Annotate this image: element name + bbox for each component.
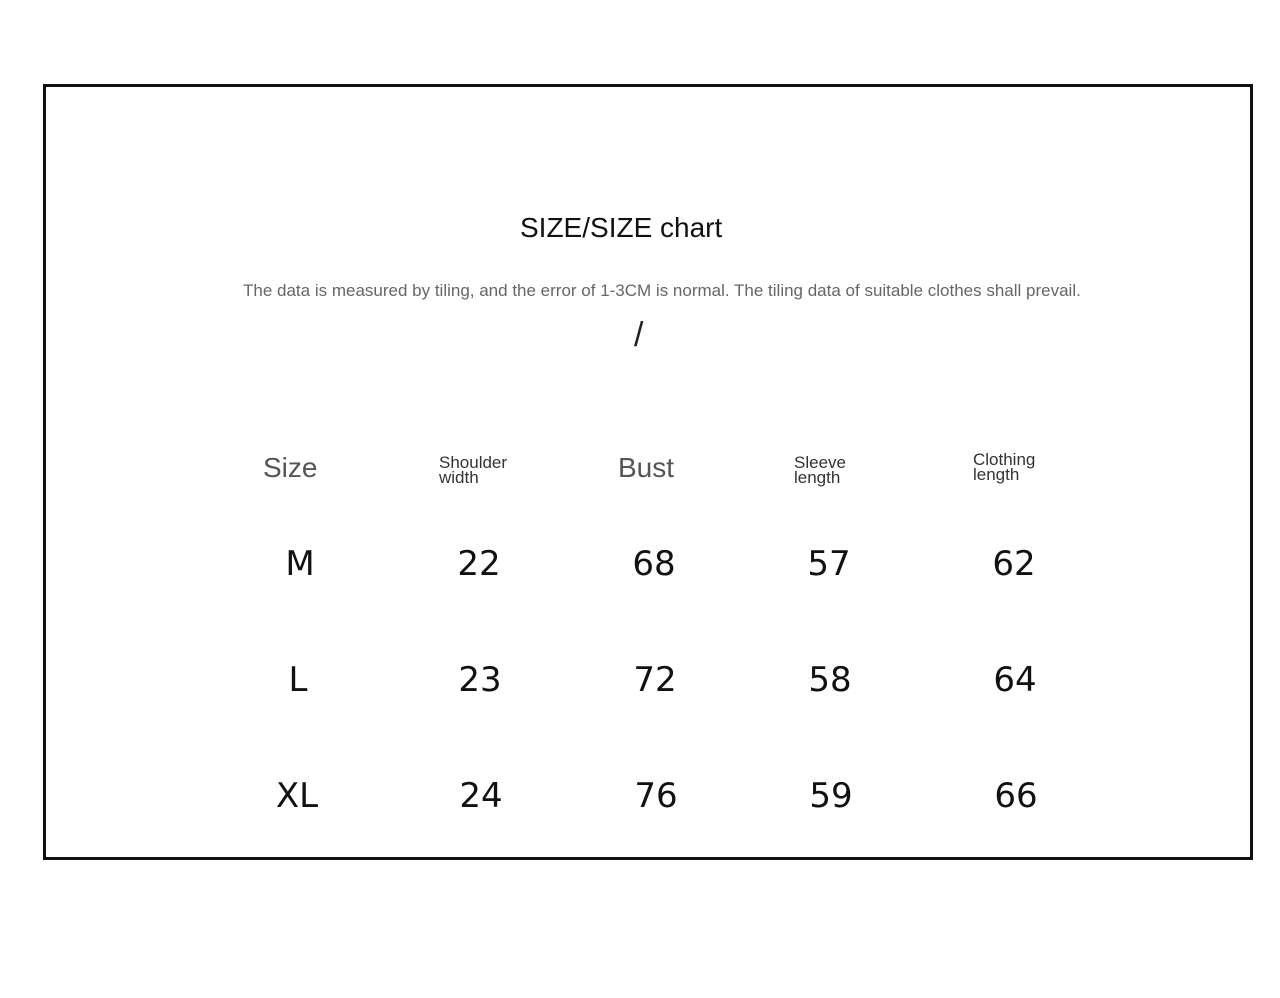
table-cell-length: 66 bbox=[994, 776, 1038, 816]
table-cell-bust: 76 bbox=[634, 776, 678, 816]
table-cell-size: M bbox=[285, 544, 315, 584]
header-sleeve-length: Sleeve length bbox=[794, 453, 846, 487]
header-shoulder-width: Shoulder width bbox=[439, 453, 508, 487]
table-cell-sleeve: 58 bbox=[808, 660, 852, 700]
header-clothing-length: Clothing length bbox=[973, 450, 1036, 484]
table-cell-size: L bbox=[288, 660, 308, 700]
table-cell-sleeve: 57 bbox=[807, 544, 851, 584]
table-cell-length: 64 bbox=[993, 660, 1037, 700]
table-cell-bust: 68 bbox=[632, 544, 676, 584]
table-cell-length: 62 bbox=[992, 544, 1036, 584]
chart-title: SIZE/SIZE chart bbox=[520, 212, 723, 243]
table-cell-shoulder: 23 bbox=[458, 660, 502, 700]
header-bust: Bust bbox=[618, 452, 675, 483]
header-size: Size bbox=[263, 452, 318, 483]
table-cell-shoulder: 24 bbox=[459, 776, 503, 816]
table-cell-shoulder: 22 bbox=[457, 544, 501, 584]
table-cell-size: XL bbox=[275, 776, 319, 816]
measurement-note: The data is measured by tiling, and the error of 1-3CM is normal. The tiling data of suitable clothes shall prevail. bbox=[243, 281, 1081, 300]
table-cell-bust: 72 bbox=[633, 660, 677, 700]
separator-slash: / bbox=[634, 316, 644, 354]
table-cell-sleeve: 59 bbox=[809, 776, 853, 816]
